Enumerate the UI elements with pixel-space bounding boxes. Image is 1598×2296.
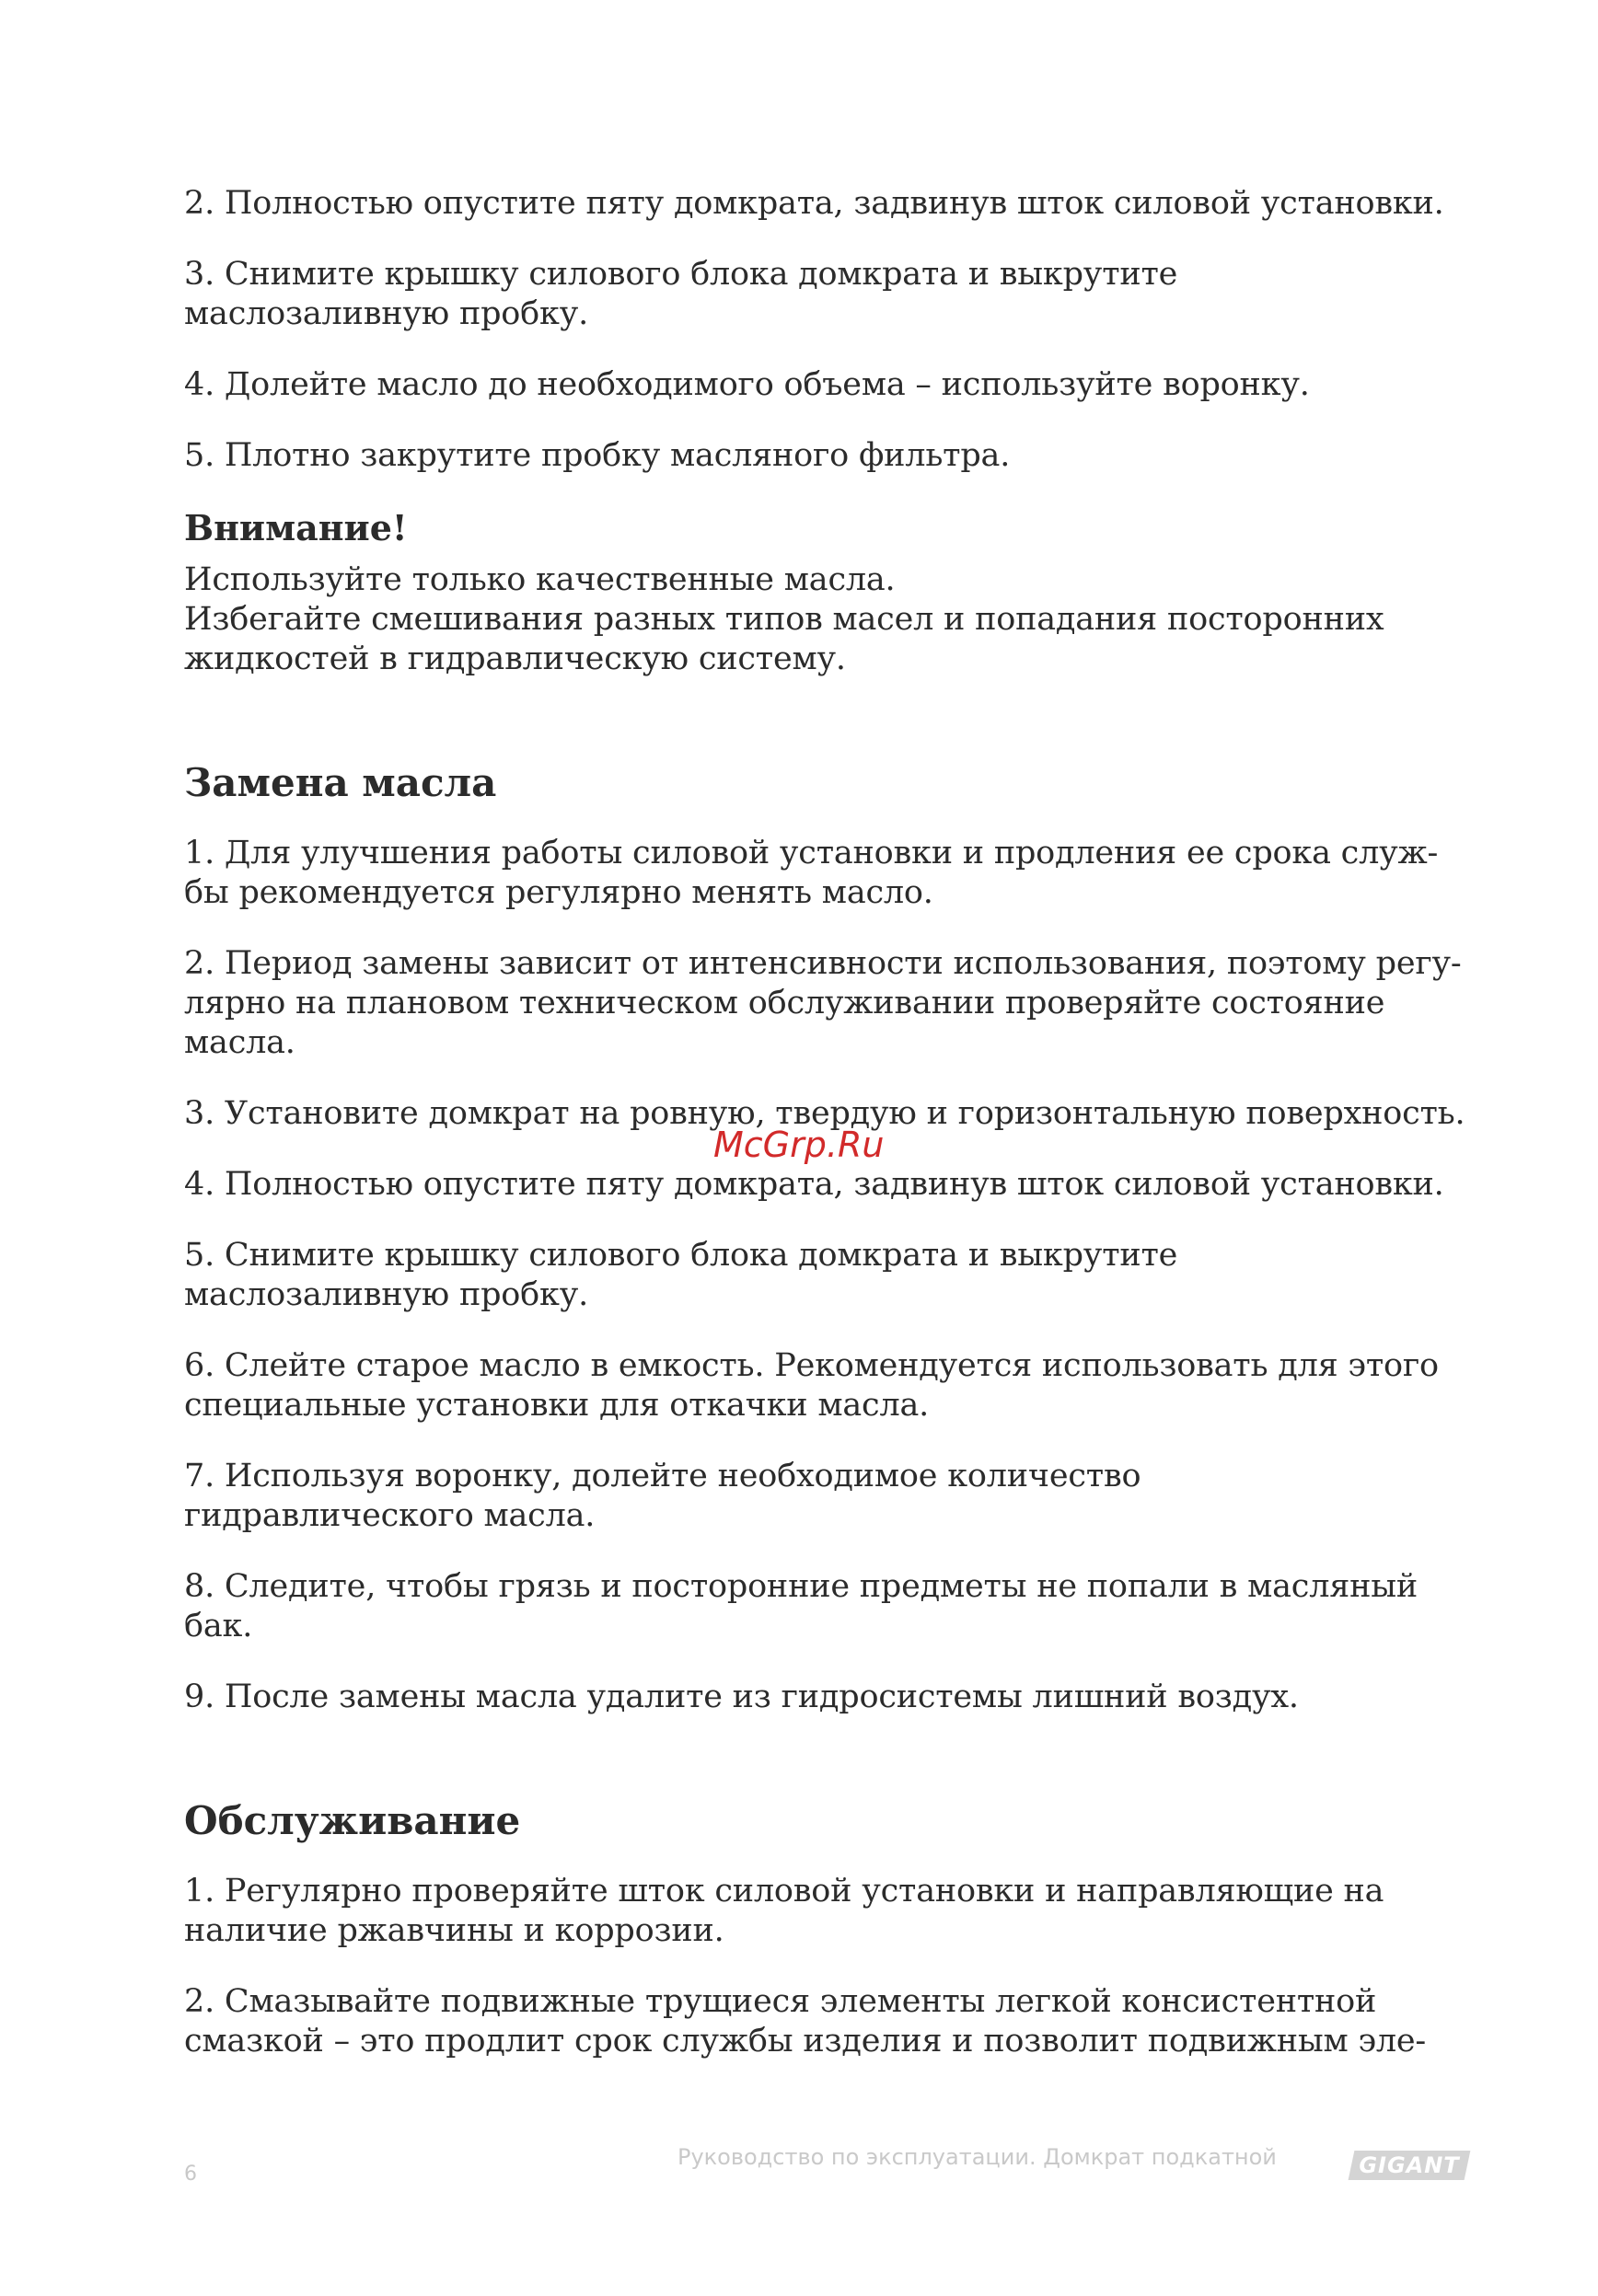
oil-change-item: 6. Слейте старое масло в емкость. Рекомендуется использовать для этого специальные установки для откачки масла. <box>184 1347 1439 1424</box>
watermark-link[interactable]: McGrp.Ru <box>713 1125 885 1165</box>
footer-title: Руководство по эксплуатации. Домкрат подкатной <box>677 2144 1277 2170</box>
oil-change-item: 9. После замены масла удалите из гидросистемы лишний воздух. <box>184 1679 1299 1715</box>
intro-item: 4. Долейте масло до необходимого объема – используйте воронку. <box>184 366 1310 403</box>
oil-change-item: 8. Следите, чтобы грязь и посторонние предметы не попали в масляный бак. <box>184 1568 1419 1644</box>
intro-item: 5. Плотно закрутите пробку масляного фильтра. <box>184 437 1011 474</box>
maintenance-item: 2. Смазывайте подвижные трущиеся элементы легкой консистентной смазкой – это продлит срок службы изделия и позволит подвижным эле- <box>184 1983 1427 2059</box>
oil-change-item: 1. Для улучшения работы силовой установки и продления ее срока служ- бы рекомендуется регулярно менять масло. <box>184 835 1439 911</box>
oil-change-item: 4. Полностью опустите пяту домкрата, задвинув шток силовой установки. <box>184 1166 1444 1203</box>
section-title-oil-change: Замена масла <box>184 760 497 805</box>
oil-change-item: 5. Снимите крышку силового блока домкрата и выкрутите маслозаливную пробку. <box>184 1237 1178 1313</box>
oil-change-item: 2. Период замены зависит от интенсивности использования, поэтому регу- лярно на плановом техническом обслуживании проверяйте состояние масла. <box>184 945 1462 1061</box>
intro-item: 3. Снимите крышку силового блока домкрата и выкрутите маслозаливную пробку. <box>184 256 1178 332</box>
intro-item: 2. Полностью опустите пяту домкрата, задвинув шток силовой установки. <box>184 185 1444 222</box>
warning-text: Используйте только качественные масла. Избегайте смешивания разных типов масел и попадания посторонних жидкостей в гидравлическую систему. <box>184 561 1384 677</box>
warning-title: Внимание! <box>184 507 408 548</box>
section-title-maintenance: Обслуживание <box>184 1798 521 1843</box>
gigant-logo <box>1349 2151 1471 2180</box>
logo-text: GIGANT <box>1359 2152 1460 2178</box>
oil-change-item: 3. Установите домкрат на ровную, твердую и горизонтальную поверхность. <box>184 1095 1465 1132</box>
oil-change-item: 7. Используя воронку, долейте необходимое количество гидравлического масла. <box>184 1458 1141 1534</box>
maintenance-item: 1. Регулярно проверяйте шток силовой установки и направляющие на наличие ржавчины и коррозии. <box>184 1873 1384 1949</box>
page-number: 6 <box>184 2163 197 2186</box>
